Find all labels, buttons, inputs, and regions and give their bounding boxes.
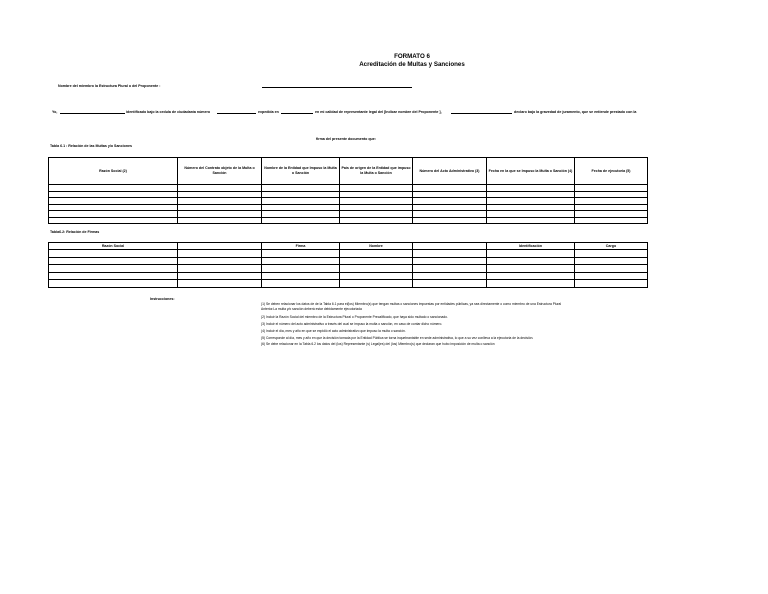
table-cell[interactable] <box>487 265 575 273</box>
table-cell[interactable] <box>575 217 648 224</box>
table1-header: Nombre de la Entidad que Impuso la Multa o Sanción <box>262 158 340 185</box>
table-cell[interactable] <box>262 272 340 280</box>
table-cell[interactable] <box>49 257 178 265</box>
instruction-item: (1) Se deben relacionar los datos de de la Tabla 6.1 para el(los) Miembro(s) que tengan multas o sanciones impuestas por entidades públicas, ya sea directamente o como miembro de una Estructura Plural <box>261 302 562 306</box>
table1-header: Razón Social (2) <box>49 158 178 185</box>
format-title: FORMATO 6 <box>394 53 430 60</box>
table2-header <box>178 243 262 250</box>
table-cell[interactable] <box>49 250 178 258</box>
table-cell[interactable] <box>487 272 575 280</box>
instruction-item: (3) Incluir el número del acto administrativo a través del cual se impuso la multa o sanción, en caso de contar dicho número. <box>261 321 443 326</box>
table-cell[interactable] <box>575 272 648 280</box>
table-cell[interactable] <box>340 250 413 258</box>
instruction-item: (4) Incluir el día, mes y año en que se expidió el acto administrativo que impuso la multa o sanción. <box>261 329 406 334</box>
table-cell[interactable] <box>413 250 487 258</box>
table-cell[interactable] <box>413 272 487 280</box>
document-subtitle: Acreditación de Multas y Sanciones <box>359 61 465 68</box>
member-name-label: Nombre del miembro la Estructura Plural o del Proponente : <box>58 84 161 88</box>
table-cell[interactable] <box>575 265 648 273</box>
table1-header: Número del Contrato objeto de la Multa o Sanción <box>178 158 262 185</box>
table-cell[interactable] <box>575 257 648 265</box>
table-cell[interactable] <box>340 257 413 265</box>
table2-header <box>413 243 487 250</box>
table2-header: Identificación <box>487 243 575 250</box>
signatures-table <box>48 242 648 288</box>
table1-header: Fecha en la que se Impuso la Multa o Sanción (4) <box>487 158 575 185</box>
declarant-name-field[interactable] <box>60 113 125 114</box>
id-number-field[interactable] <box>217 113 256 114</box>
issued-place-field[interactable] <box>281 113 313 114</box>
table-cell[interactable] <box>49 265 178 273</box>
table-cell[interactable] <box>262 250 340 258</box>
instruction-item: (5) Corresponde al día, mes y año en que la decisión tomada por la Entidad Pública se torna inquebrantable en sede administrativa, lo que a su vez conlleva a la ejecutoria de la decisión. <box>261 336 534 341</box>
table-cell[interactable] <box>413 217 487 224</box>
instruction-item: Anterior.La multa y/o sanción deberá estar debidamente ejecutoriada <box>261 307 362 312</box>
table-cell[interactable] <box>49 272 178 280</box>
table-cell[interactable] <box>340 217 413 224</box>
table-cell[interactable] <box>575 280 648 288</box>
declaration-legal-rep: en mi calidad de representante legal del [Indicar nombre del Proponente ], <box>315 110 442 114</box>
table-cell[interactable] <box>262 280 340 288</box>
fines-table <box>48 157 648 224</box>
table-cell[interactable] <box>575 250 648 258</box>
proponent-name-field[interactable] <box>451 113 512 114</box>
table-cell[interactable] <box>413 265 487 273</box>
table2-header: Cargo <box>575 243 648 250</box>
table-cell[interactable] <box>487 250 575 258</box>
table2-header: Nombre <box>340 243 413 250</box>
declaration-yo: Yo, <box>52 110 58 114</box>
declaration-signature-line: firma del presente documento que: <box>316 137 376 141</box>
signatures-table-row <box>49 265 648 273</box>
table-cell[interactable] <box>262 257 340 265</box>
table-cell[interactable] <box>262 217 340 224</box>
table-cell[interactable] <box>262 265 340 273</box>
table-cell[interactable] <box>487 217 575 224</box>
signatures-table-row <box>49 257 648 265</box>
table2-caption: Tabla6.2: Relación de Firmas <box>50 230 100 234</box>
table-cell[interactable] <box>413 257 487 265</box>
table-cell[interactable] <box>49 280 178 288</box>
table-cell[interactable] <box>178 265 262 273</box>
table-cell[interactable] <box>178 257 262 265</box>
table-cell[interactable] <box>487 257 575 265</box>
table-cell[interactable] <box>413 280 487 288</box>
signatures-table-row <box>49 272 648 280</box>
table2-header: Firma <box>262 243 340 250</box>
table1-header: País de origen de la Entidad que impuso la Multa o Sanción <box>340 158 413 185</box>
instruction-item: (2) Incluir la Razón Social del miembro de la Estructura Plural o Proponente Precalificado, que haya sido multado o sancionado. <box>261 314 448 319</box>
signatures-table-row <box>49 250 648 258</box>
table1-caption: Tabla 6.1 : Relación de las Multas y/o Sanciones <box>50 144 133 148</box>
table1-header: Número del Acto Administrativo (3) <box>413 158 487 185</box>
instructions-list <box>261 302 621 347</box>
instruction-item: (6) Se debe relacionar en la Tabla 6.2 los datos del (los) Representante (s) Legal(es) del (los) Miembro(s) que declaran que hubo imposición de multa o sanción <box>261 341 495 346</box>
table-cell[interactable] <box>340 265 413 273</box>
table-cell[interactable] <box>178 250 262 258</box>
table-cell[interactable] <box>178 272 262 280</box>
table1-header: Fecha de ejecutoria (5) <box>575 158 648 185</box>
table-cell[interactable] <box>49 217 178 224</box>
signatures-table-row <box>49 280 648 288</box>
member-name-field[interactable] <box>262 87 412 88</box>
table2-header: Razón Social <box>49 243 178 250</box>
table-cell[interactable] <box>340 272 413 280</box>
table-cell[interactable] <box>178 217 262 224</box>
table-cell[interactable] <box>487 280 575 288</box>
declaration-declare: declaro bajo la gravedad de juramento, que se entiende prestado con la <box>514 110 637 114</box>
table-cell[interactable] <box>178 280 262 288</box>
fines-table-row <box>49 217 648 224</box>
instructions-label: Instrucciones: <box>150 297 175 301</box>
declaration-issued-in: expedida en <box>258 110 279 114</box>
declaration-identified: identificado bajo la cedula de ciudadanía número <box>126 110 211 114</box>
table-cell[interactable] <box>340 280 413 288</box>
